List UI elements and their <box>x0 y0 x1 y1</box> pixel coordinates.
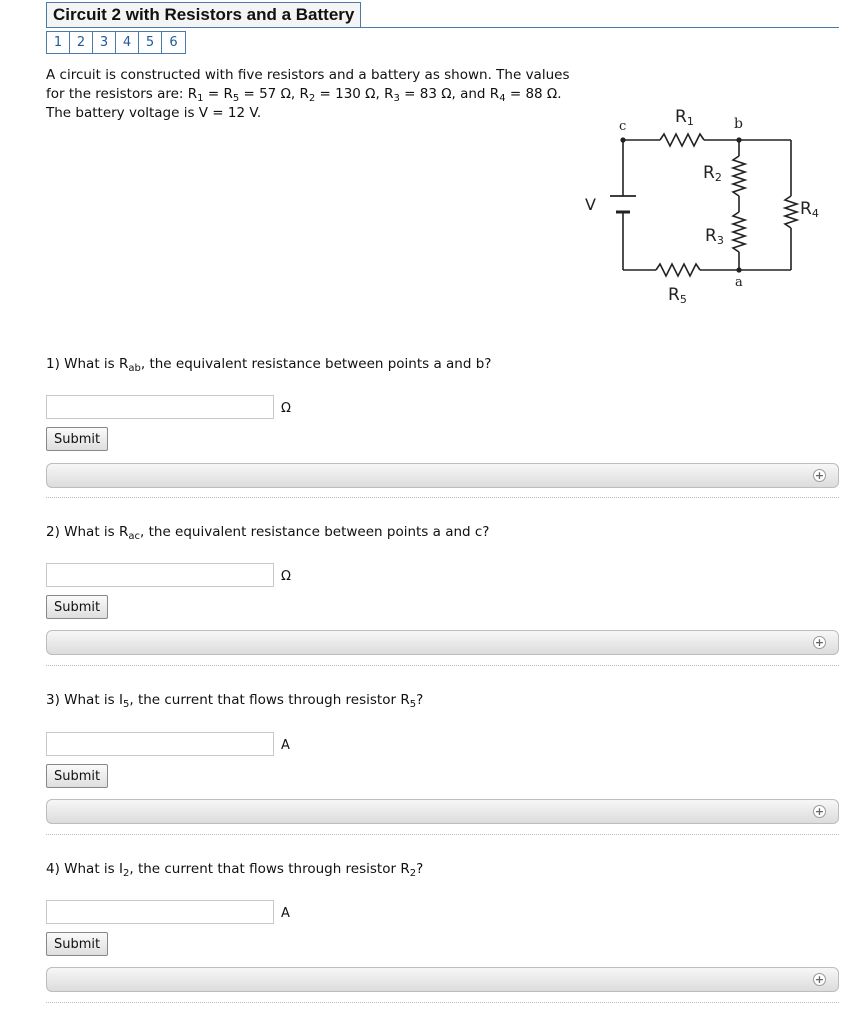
submit-2-button[interactable]: Submit <box>46 595 108 619</box>
answer-4-unit: A <box>281 906 290 921</box>
tab-4[interactable]: 4 <box>116 32 139 53</box>
hint-2-bar[interactable] <box>46 630 839 655</box>
divider <box>46 834 839 835</box>
hint-1-bar[interactable] <box>46 463 839 488</box>
hint-3-bar[interactable] <box>46 799 839 824</box>
divider <box>46 1002 839 1003</box>
node-c-label: c <box>619 119 627 134</box>
expand-plus-icon[interactable]: + <box>814 636 825 649</box>
tab-6[interactable]: 6 <box>162 32 185 53</box>
question-1-text: 1) What is $R_{ab}$, the equivalent resistance between points a and b? <box>46 356 492 374</box>
battery-label: V <box>585 195 596 214</box>
node-a-label: a <box>735 275 743 290</box>
tab-2[interactable]: 2 <box>70 32 93 53</box>
answer-2-unit: Ω <box>281 569 291 584</box>
expand-plus-icon[interactable]: + <box>814 973 825 986</box>
r4-label: R4 <box>800 199 819 220</box>
problem-statement: A circuit is constructed with five resistors and a battery as shown. The values for the resistors are: $R_1 = R_5 = 57$ Ω, $R_2 = 130$ Ω, $R_3 = 83$ Ω, and $R_4 = 88$ Ω. The battery voltage is V = 12 V. <box>46 67 570 121</box>
r1-label: R1 <box>675 107 694 128</box>
part-tabs <box>46 31 186 54</box>
question-3-text: 3) What is $I_5$, the current that flows through resistor $R_5$? <box>46 692 424 710</box>
answer-1-unit: Ω <box>281 401 291 416</box>
r5-label: R5 <box>668 285 687 306</box>
title-bar <box>46 2 839 28</box>
r2-label: R2 <box>703 163 722 184</box>
answer-2-input[interactable] <box>46 563 274 587</box>
submit-4-button[interactable]: Submit <box>46 932 108 956</box>
submit-1-button[interactable]: Submit <box>46 427 108 451</box>
submit-3-button[interactable]: Submit <box>46 764 108 788</box>
circuit-diagram <box>580 100 850 320</box>
r3-label: R3 <box>705 226 724 247</box>
tab-1[interactable]: 1 <box>47 32 70 53</box>
page-title: Circuit 2 with Resistors and a Battery <box>46 2 361 27</box>
question-2-text: 2) What is $R_{ac}$, the equivalent resistance between points a and c? <box>46 524 490 542</box>
question-4-text: 4) What is $I_2$, the current that flows through resistor $R_2$? <box>46 861 424 879</box>
tab-3[interactable]: 3 <box>93 32 116 53</box>
tab-5[interactable]: 5 <box>139 32 162 53</box>
divider <box>46 665 839 666</box>
divider <box>46 497 839 498</box>
answer-1-input[interactable] <box>46 395 274 419</box>
node-b-label: b <box>734 116 743 132</box>
hint-4-bar[interactable] <box>46 967 839 992</box>
answer-3-input[interactable] <box>46 732 274 756</box>
answer-4-input[interactable] <box>46 900 274 924</box>
expand-plus-icon[interactable]: + <box>814 805 825 818</box>
answer-3-unit: A <box>281 738 290 753</box>
expand-plus-icon[interactable]: + <box>814 469 825 482</box>
